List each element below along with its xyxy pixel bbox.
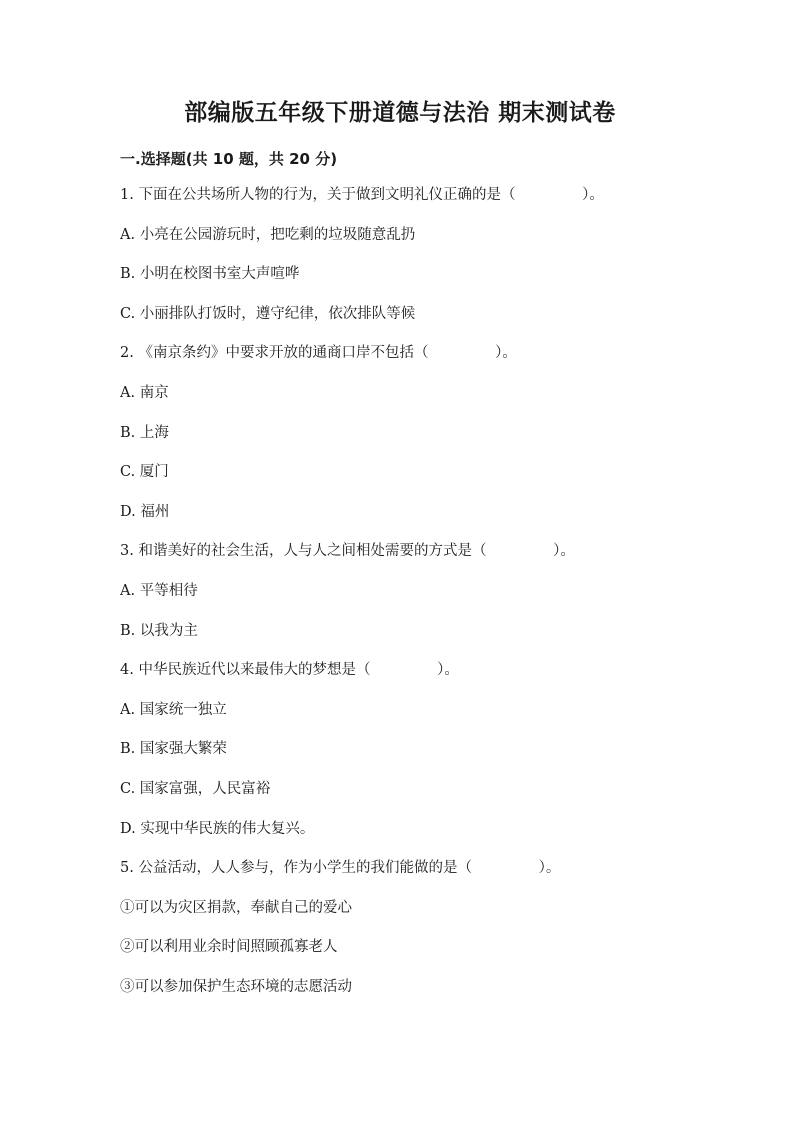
question-5-stem: 5. 公益活动，人人参与，作为小学生的我们能做的是（ ）。 xyxy=(120,860,561,877)
question-1-option-a: A. 小亮在公园游玩时，把吃剩的垃圾随意乱扔 xyxy=(120,226,416,243)
question-2-stem: 2. 《南京条约》中要求开放的通商口岸不包括（ ）。 xyxy=(120,345,517,362)
question-1-option-c: C. 小丽排队打饭时，遵守纪律，依次排队等候 xyxy=(120,305,416,322)
question-3-option-b: B. 以我为主 xyxy=(120,622,198,639)
question-2-option-d: D. 福州 xyxy=(120,503,170,520)
question-3-stem: 3. 和谐美好的社会生活，人与人之间相处需要的方式是（ ）。 xyxy=(120,543,575,560)
question-4-option-a: A. 国家统一独立 xyxy=(120,701,227,718)
section-heading: 一.选择题(共 10 题，共 20 分) xyxy=(120,150,338,168)
question-4-option-b: B. 国家强大繁荣 xyxy=(120,741,227,758)
question-2-option-c: C. 厦门 xyxy=(120,464,169,481)
question-5-option-1: ①可以为灾区捐款，奉献自己的爱心 xyxy=(120,899,352,916)
question-4-option-d: D. 实现中华民族的伟大复兴。 xyxy=(120,820,315,837)
question-list xyxy=(120,185,700,1016)
question-4-stem: 4. 中华民族近代以来最伟大的梦想是（ ）。 xyxy=(120,662,459,679)
question-2-option-a: A. 南京 xyxy=(120,384,169,401)
question-3-option-a: A. 平等相待 xyxy=(120,582,198,599)
question-4-option-c: C. 国家富强，人民富裕 xyxy=(120,780,271,797)
question-1-stem: 1. 下面在公共场所人物的行为，关于做到文明礼仪正确的是（ ）。 xyxy=(120,187,604,203)
question-1-option-b: B. 小明在校图书室大声喧哗 xyxy=(120,266,300,283)
question-5-option-2: ②可以利用业余时间照顾孤寡老人 xyxy=(120,939,338,956)
question-2-option-b: B. 上海 xyxy=(120,424,169,441)
question-5-option-3: ③可以参加保护生态环境的志愿活动 xyxy=(120,978,352,995)
document-title: 部编版五年级下册道德与法治 期末测试卷 xyxy=(184,100,616,126)
